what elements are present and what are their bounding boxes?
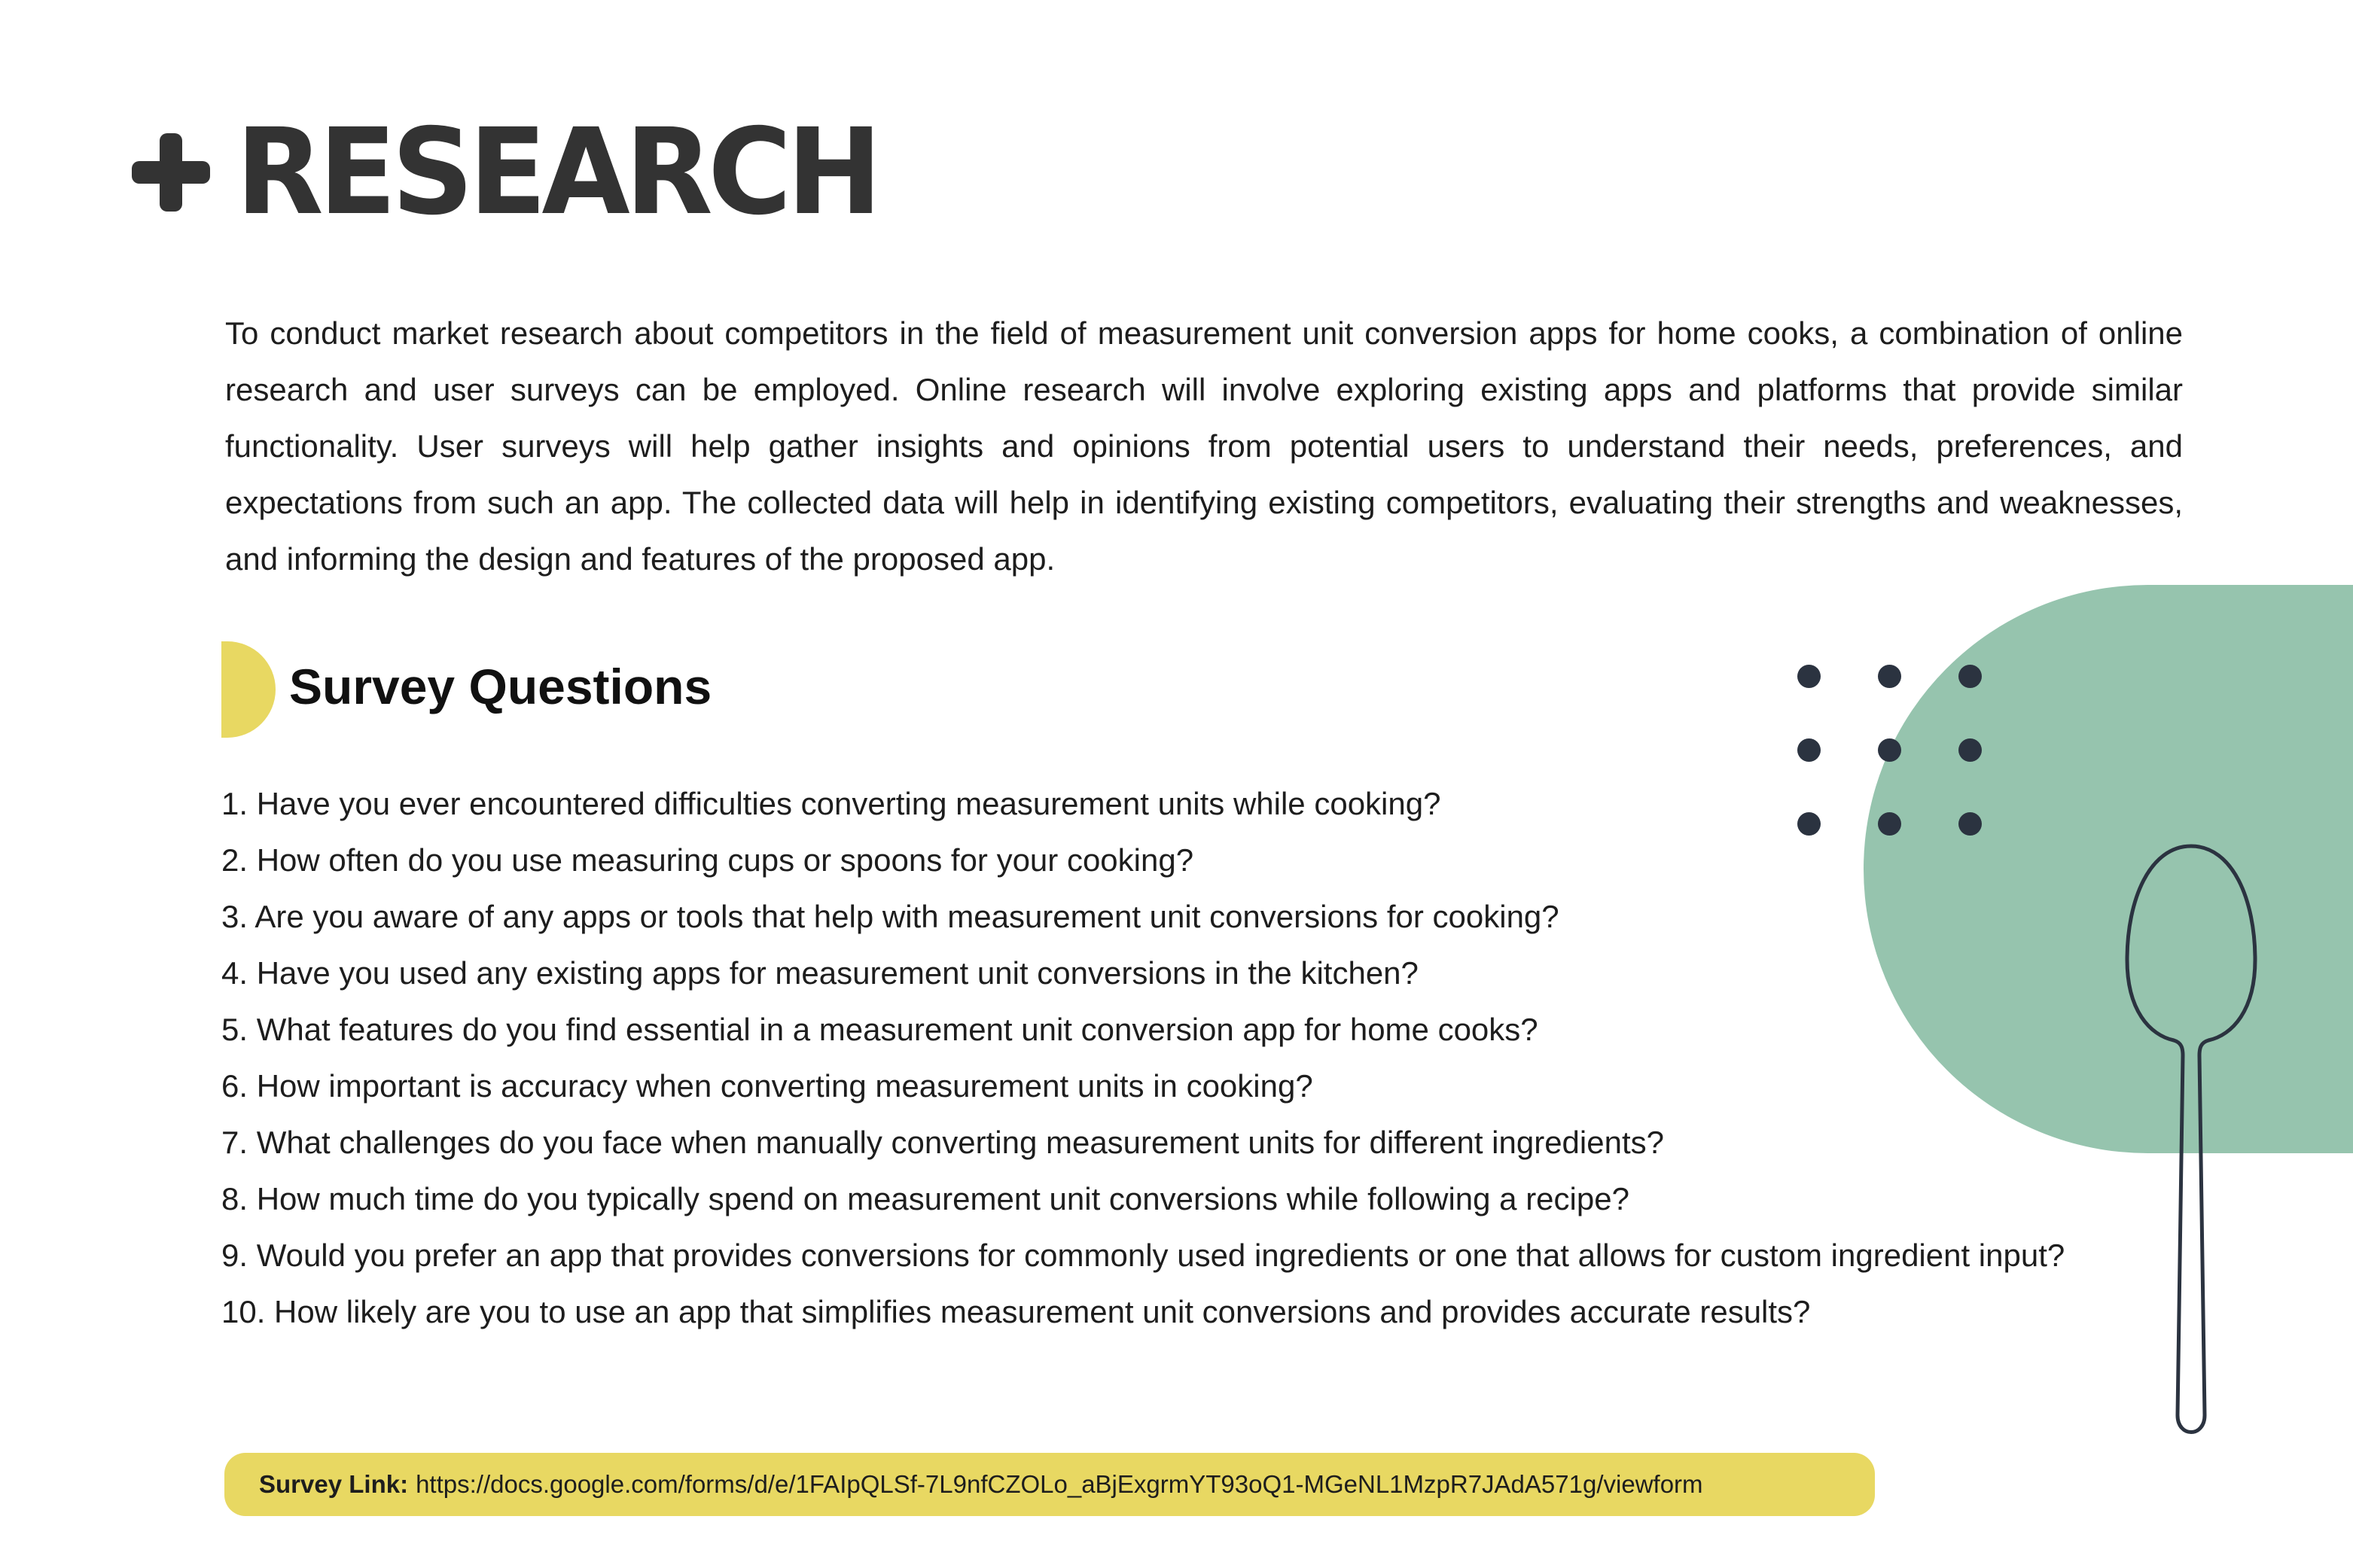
survey-link-bar [224,1453,1875,1516]
dot [1958,738,1982,762]
list-item: 3. Are you aware of any apps or tools that help with measurement unit conversions for cooking? [221,899,1559,934]
list-item: 7. What challenges do you face when manually converting measurement units for different ingredients? [221,1125,1664,1160]
survey-link-label: Survey Link: [259,1470,409,1498]
list-item: 2. How often do you use measuring cups or spoons for your cooking? [221,842,1194,878]
dot [1878,665,1901,688]
dot [1958,665,1982,688]
spoon-icon [2120,843,2263,1445]
list-item: 1. Have you ever encountered difficulties converting measurement units while cooking? [221,786,1441,821]
survey-link-url[interactable]: https://docs.google.com/forms/d/e/1FAIpQLSf-7L9nfCZOLo_aBjExgrmYT93oQ1-MGeNL1MzpR7JAdA571g/viewform [416,1470,1703,1498]
dot [1878,738,1901,762]
list-item: 9. Would you prefer an app that provides conversions for commonly used ingredients or one that allows for custom ingredient input? [221,1238,2065,1273]
list-item: 5. What features do you find essential in a measurement unit conversion app for home cooks? [221,1012,1538,1047]
dot [1797,738,1821,762]
page-title: RESEARCH [236,103,877,242]
survey-questions-heading: Survey Questions [289,659,712,714]
page-header [132,103,904,242]
list-item: 6. How important is accuracy when converting measurement units in cooking? [221,1068,1313,1104]
intro-paragraph: To conduct market research about competitors in the field of measurement unit conversion apps for home cooks, a combination of online research and user surveys can be employed. Online research will involve exploring existing apps and platforms that provide similar functionality. User surveys will help gather insights and opinions from potential users to understand their needs, preferences, and expectations from such an app. The collected data will help in identifying existing competitors, evaluating their strengths and weaknesses, and informing the design and features of the proposed app. [225,315,2183,577]
dot [1797,665,1821,688]
list-item: 8. How much time do you typically spend on measurement unit conversions while following a recipe? [221,1181,1629,1216]
list-item: 4. Have you used any existing apps for measurement unit conversions in the kitchen? [221,955,1419,991]
list-item: 10. How likely are you to use an app that simplifies measurement unit conversions and provides accurate results? [221,1294,1811,1329]
plus-icon [132,133,210,212]
survey-question-list [221,775,2074,1340]
section-marker-half-circle [221,641,276,738]
